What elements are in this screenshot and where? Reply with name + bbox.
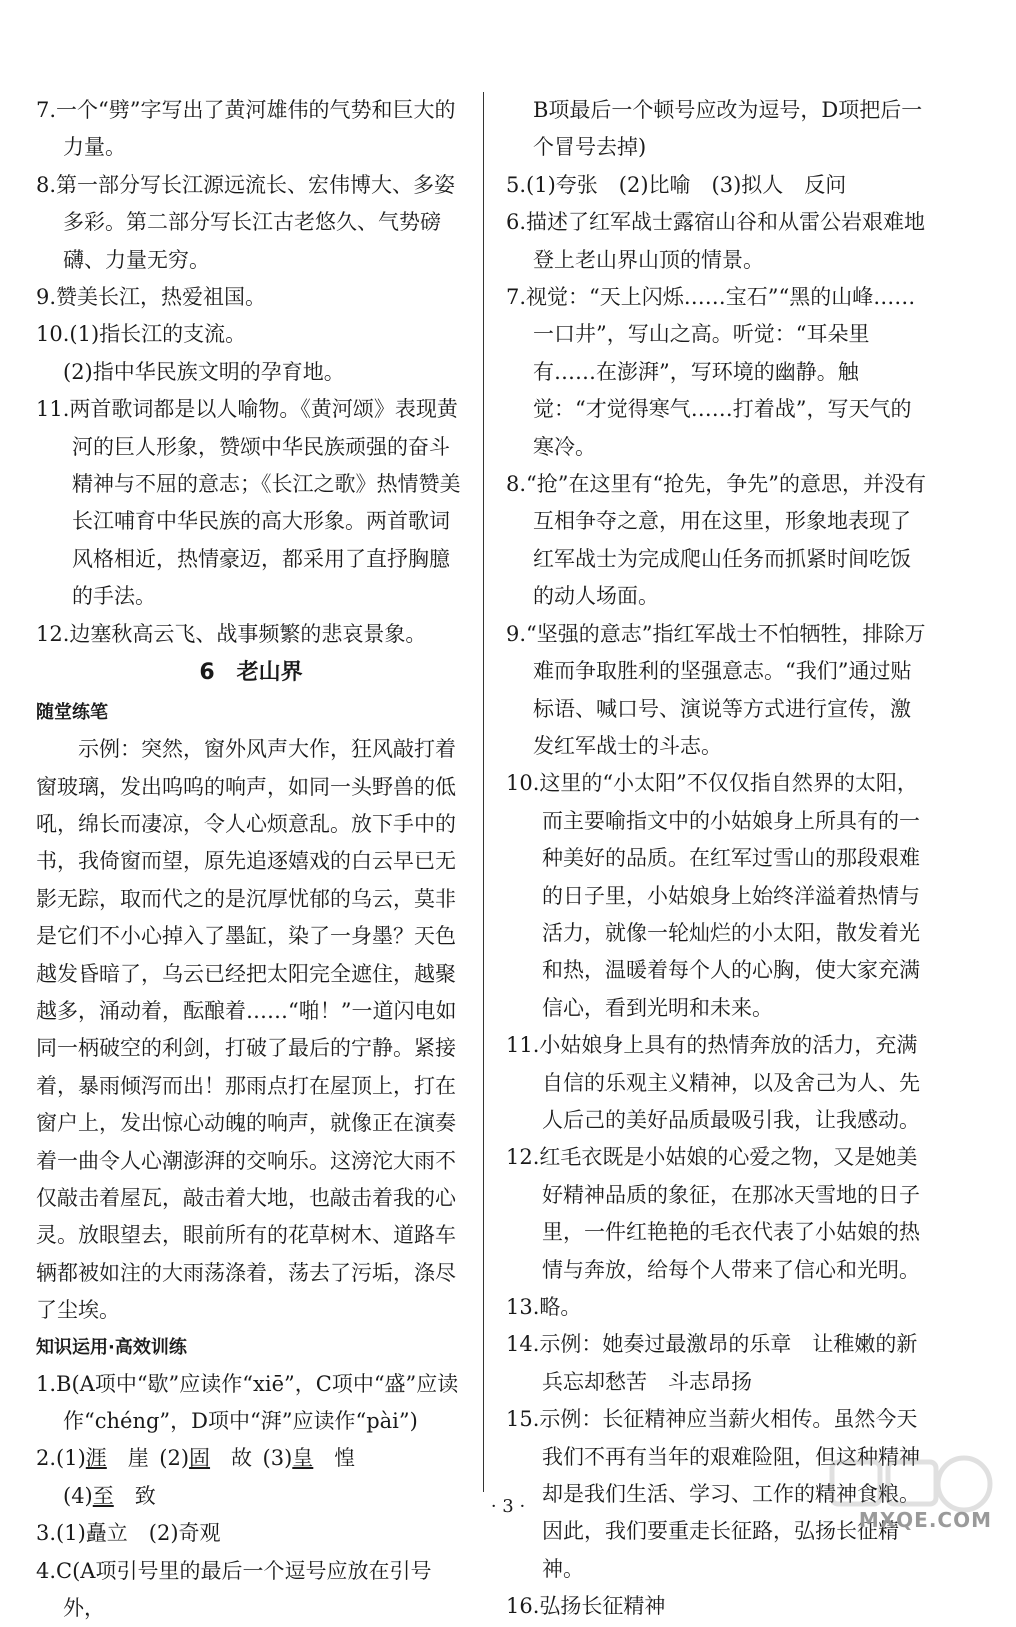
exercise-2-label-2: (2) (159, 1446, 190, 1471)
answer-10-part2: (2)指中华民族文明的孕育地。 (63, 359, 345, 384)
exercise-15: 15.示例：长征精神应当薪火相传。虽然今天我们不再有当年的艰难险阻，但这种精神却是我们生活、学习、工作的精神食粮。因此，我们要重走长征路，弘扬长征精神。 (506, 1407, 920, 1581)
essay-paragraph: 示例：突然，窗外风声大作，狂风敲打着窗玻璃，发出呜呜的响声，如同一头野兽的低吼，绵长而凄凉，令人心烦意乱。放下手中的书，我倚窗而望，原先追逐嬉戏的白云早已无影无踪，取而代之的是沉厚忧郁的乌云，莫非是它们不小心掉入了墨缸，染了一身墨？天色越发昏暗了，乌云已经把太阳完全遮住，越聚越多，涌动着，酝酿着……“啪！”一道闪电如同一柄破空的利剑，打破了最后的宁静。紧接着，暴雨倾泻而出！那雨点打在屋顶上，打在窗户上，发出惊心动魄的响声，就像正在演奏着一曲令人心潮澎湃的交响乐。这滂沱大雨不仅敲击着屋瓦，敲击着大地，也敲击着我的心灵。放眼望去，眼前所有的花草树木、道路车辆都被如注的大雨荡涤着，荡去了污垢，涤尽了尘埃。 (36, 737, 457, 1323)
exercise-2-label-3: (3) (262, 1446, 293, 1471)
exercise-12: 12.红毛衣既是小姑娘的心爱之物，又是她美好精神品质的象征，在那冰天雪地的日子里，一件红艳艳的毛衣代表了小姑娘的热情与奔放，给每个人带来了信心和光明。 (506, 1145, 920, 1282)
exercise-4: 4.C(A项引号里的最后一个逗号应放在引号外， (36, 1558, 432, 1621)
exercise-3: 3.(1)矗立 (2)奇观 (36, 1521, 221, 1546)
left-column (36, 92, 466, 1627)
exercise-11: 11.小姑娘身上具有的热情奔放的活力，充满自信的乐观主义精神，以及舍己为人、先人后己的美好品质最吸引我，让我感动。 (506, 1033, 920, 1132)
word-ya-1: 涯 (85, 1446, 107, 1471)
answer-11: 11.两首歌词都是以人喻物。《黄河颂》表现黄河的巨人形象，赞颂中华民族顽强的奋斗精神与不屈的意志；《长江之歌》热情赞美长江哺育中华民族的高大形象。两首歌词风格相近，热情豪迈，都采用了直抒胸臆的手法。 (36, 397, 461, 609)
exercise-2-prefix: 2.(1) (36, 1446, 86, 1471)
section-title: 6 老山界 (199, 660, 303, 686)
subheading-training: 知识运用·高效训练 (36, 1336, 187, 1358)
exercise-10: 10.这里的“小太阳”不仅仅指自然界的太阳，而主要喻指文中的小姑娘身上所具有的一种美好的品质。在红军过雪山的那段艰难的日子里，小姑娘身上始终洋溢着热情与活力，就像一轮灿烂的小太阳，散发着光和热，温暖着每个人的心胸，使大家充满信心，看到光明和未来。 (506, 771, 920, 1020)
exercise-5: 5.(1)夸张 (2)比喻 (3)拟人 反问 (506, 172, 847, 197)
column-divider (483, 92, 484, 1492)
word-huang-2: 惶 (334, 1446, 356, 1471)
word-zhi-1: 至 (92, 1483, 114, 1508)
exercise-16: 16.弘扬长征精神 (506, 1594, 666, 1619)
exercise-2 (36, 1440, 466, 1477)
answer-7: 7.一个“劈”字写出了黄河雄伟的气势和巨大的力量。 (36, 98, 456, 160)
exercise-2-label-4: (4) (63, 1483, 93, 1508)
word-gu-2: 故 (231, 1446, 253, 1471)
exercise-6: 6.描述了红军战士露宿山谷和从雷公岩艰难地登上老山界山顶的情景。 (506, 210, 926, 272)
exercise-4-continued: B项最后一个顿号应改为逗号，D项把后一个冒号去掉) (533, 98, 923, 160)
page-number: · 3 · (490, 1496, 526, 1517)
word-gu-1: 固 (189, 1446, 211, 1471)
exercise-7: 7.视觉：“天上闪烁……宝石”“黑的山峰……一口井”，写山之高。听觉：“耳朵里有……在澎湃”，写环境的幽静。触觉：“才觉得寒气……打着战”，写天气的寒冷。 (506, 285, 916, 459)
exercise-14: 14.示例：她奏过最激昂的乐章 让稚嫩的新兵忘却愁苦 斗志昂扬 (506, 1332, 918, 1394)
watermark-text: MXQE.COM (858, 1508, 992, 1532)
exercise-8: 8.“抢”在这里有“抢先，争先”的意思，并没有互相争夺之意，用在这里，形象地表现了红军战士为完成爬山任务而抓紧时间吃饭的动人场面。 (506, 472, 926, 609)
answer-12: 12.边塞秋高云飞、战事频繁的悲哀景象。 (36, 621, 427, 646)
word-huang-1: 皇 (292, 1446, 314, 1471)
right-column (506, 92, 926, 1626)
exercise-1: 1.B(A项中“歇”应读作“xiē”，C项中“盛”应读作“chéng”，D项中“湃”应读作“pài”) (36, 1371, 459, 1433)
word-ya-2: 崖 (127, 1446, 149, 1471)
word-zhi-2: 致 (134, 1483, 156, 1508)
exercise-9: 9.“坚强的意志”指红军战士不怕牺牲，排除万难而争取胜利的坚强意志。“我们”通过贴标语、喊口号、演说等方式进行宣传，激发红军战士的斗志。 (506, 621, 926, 758)
answer-8: 8.第一部分写长江源远流长、宏伟博大、多姿多彩。第二部分写长江古老悠久、气势磅礴、力量无穷。 (36, 172, 456, 272)
answer-9: 9.赞美长江，热爱祖国。 (36, 285, 267, 310)
exercise-13: 13.略。 (506, 1295, 582, 1319)
subheading-practice: 随堂练笔 (36, 702, 108, 724)
answer-10-part1: 10.(1)指长江的支流。 (36, 322, 247, 347)
